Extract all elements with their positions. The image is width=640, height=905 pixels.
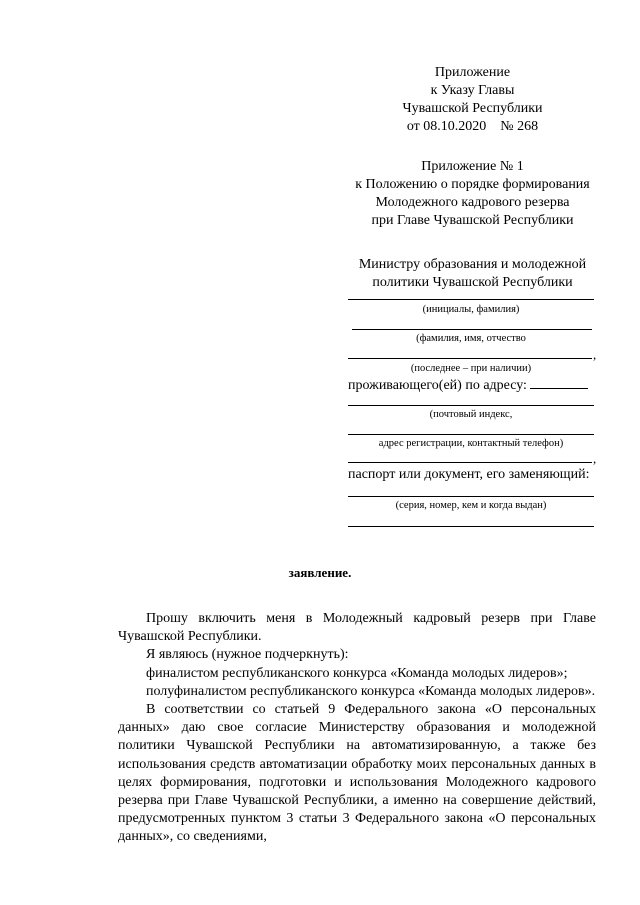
passport-caption: (серия, номер, кем и когда выдан) xyxy=(395,500,547,511)
initials-caption: (инициалы, фамилия) xyxy=(422,304,520,315)
address-field-inline[interactable] xyxy=(530,375,588,389)
addressee-line: политики Чувашской Республики xyxy=(372,275,573,290)
appendix-1-line: Молодежного кадрового резерва xyxy=(375,195,570,210)
passport-continued-field-line[interactable] xyxy=(348,526,594,527)
fio-field-line[interactable] xyxy=(352,329,592,330)
appendix-line: Приложение xyxy=(434,65,511,80)
appendix-line: Чувашской Республики xyxy=(402,101,543,116)
registration-field-line[interactable] xyxy=(348,434,594,435)
appendix-1-header xyxy=(335,158,610,230)
body-paragraph: финалистом республиканского конкурса «Команда молодых лидеров»; xyxy=(146,665,568,681)
appendix-1-line: при Главе Чувашской Республики xyxy=(371,213,574,228)
comma-mark: , xyxy=(593,347,597,362)
address-label-row xyxy=(348,375,598,395)
body-paragraph: Я являюсь (нужное подчеркнуть): xyxy=(146,647,349,663)
registration-continued-field-line[interactable] xyxy=(348,462,592,463)
addressee-line: Министру образования и молодежной xyxy=(358,257,587,272)
fio-continued-field-line[interactable] xyxy=(348,358,592,359)
postal-caption: (почтовый индекс, xyxy=(429,409,513,420)
postal-field-line[interactable] xyxy=(348,405,594,406)
body-paragraph: Прошу включить меня в Молодежный кадровый резерв при Главе Чувашской Республики. xyxy=(118,611,596,645)
appendix-line: к Указу Главы xyxy=(430,83,515,98)
address-label: проживающего(ей) по адресу: xyxy=(348,378,527,393)
passport-label: паспорт или документ, его заменяющий: xyxy=(348,467,590,482)
appendix-header xyxy=(335,64,610,136)
body-paragraph: полуфиналистом республиканского конкурса «Команда молодых лидеров». xyxy=(146,683,596,699)
statement-body xyxy=(118,610,596,847)
fio-caption: (фамилия, имя, отчество xyxy=(416,333,526,344)
passport-field-line[interactable] xyxy=(348,496,594,497)
comma-mark: , xyxy=(593,451,597,466)
body-paragraph: В соответствии со статьей 9 Федерального закона «О персональных данных» даю свое согласие Министерству образования и молодежной политики Чувашской Республики на автоматизированную, а также без использования средств автоматизации обработку моих персональных данных в целях формирования, подготовки и использования Молодежного кадрового резерва при Главе Чувашской Республики, а именно на совершение действий, предусмотренных пунктом 3 статьи 3 Федерального закона «О персональных данных», со сведениями, xyxy=(118,702,596,845)
addressee-block xyxy=(335,256,610,292)
document-title: заявление. xyxy=(288,565,352,580)
appendix-1-line: Приложение № 1 xyxy=(421,159,524,174)
patronymic-caption: (последнее – при наличии) xyxy=(410,363,532,374)
registration-caption: адрес регистрации, контактный телефон) xyxy=(378,438,564,449)
initials-field-line[interactable] xyxy=(348,299,594,300)
appendix-decree-date-number: от 08.10.2020 № 268 xyxy=(406,119,539,134)
appendix-1-line: к Положению о порядке формирования xyxy=(355,177,590,192)
